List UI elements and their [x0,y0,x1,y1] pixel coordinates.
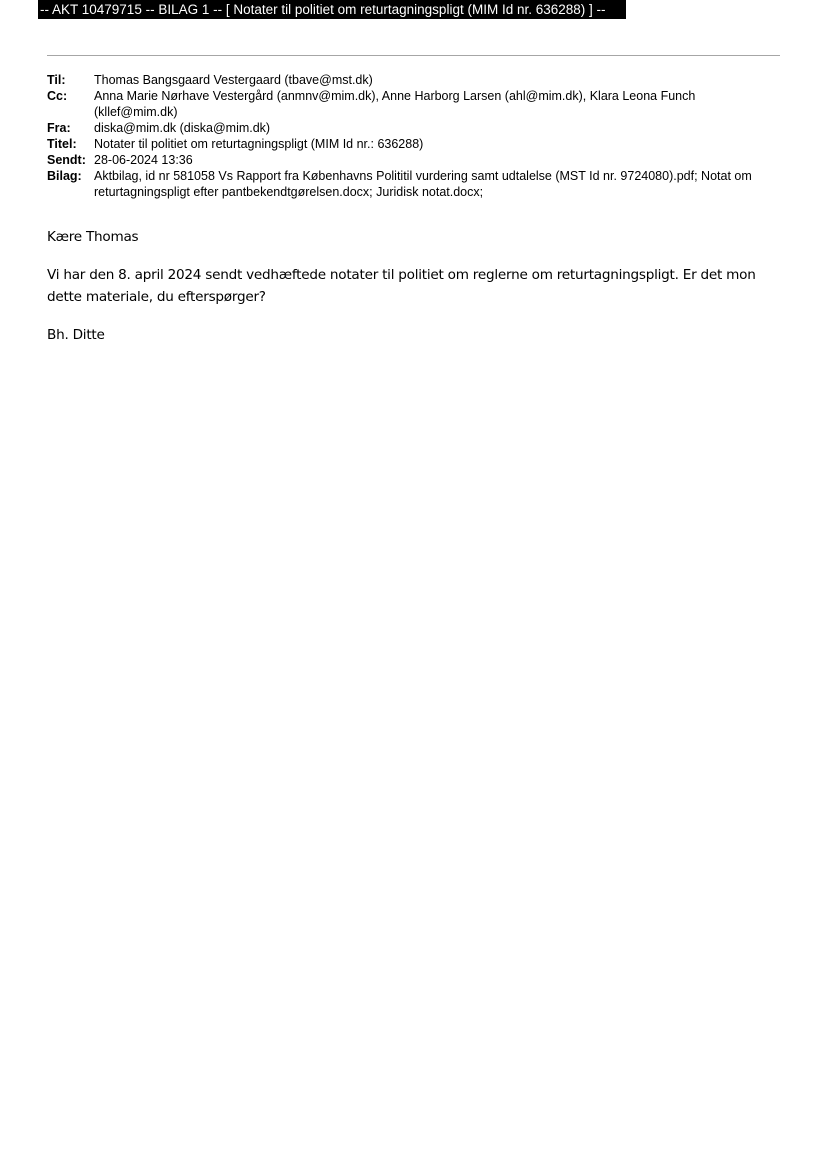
email-header [47,72,780,200]
header-value-sent: 28-06-2024 13:36 [94,153,193,167]
document-id-banner: -- AKT 10479715 -- BILAG 1 -- [ Notater til politiet om returtagningspligt (MIM Id nr. 636288) ] -- [38,0,626,19]
header-label-title: Titel: [47,137,77,151]
header-label-attachments: Bilag: [47,169,82,183]
header-value-cc: Anna Marie Nørhave Vestergård (anmnv@mim.dk), Anne Harborg Larsen (ahl@mim.dk), Klara Leona Funch (kllef@mim.dk) [94,89,696,119]
header-label-cc: Cc: [47,89,68,103]
header-value-attachments: Aktbilag, id nr 581058 Vs Rapport fra Københavns Polititil vurdering samt udtalelse (MST Id nr. 9724080).pdf; Notat om returtagningspligt efter pantbekendtgørelsen.docx; Juridisk notat.docx; [94,169,752,199]
email-body [47,226,787,346]
header-row-sent [47,152,780,168]
header-row-attachments [47,168,780,200]
header-value-to: Thomas Bangsgaard Vestergaard (tbave@mst.dk) [94,73,373,87]
header-divider [47,55,780,56]
header-label-from: Fra: [47,121,71,135]
header-row-cc [47,88,780,120]
header-row-title [47,136,780,152]
header-label-sent: Sendt: [47,153,86,167]
header-row-to [47,72,780,88]
email-signoff: Bh. Ditte [47,327,105,343]
header-value-title: Notater til politiet om returtagningspligt (MIM Id nr.: 636288) [94,137,424,151]
header-label-to: Til: [47,73,66,87]
email-greeting: Kære Thomas [47,229,139,245]
header-value-from: diska@mim.dk (diska@mim.dk) [94,121,271,135]
email-paragraph: Vi har den 8. april 2024 sendt vedhæftede notater til politiet om reglerne om returtagningspligt. Er det mon dette materiale, du efterspørger? [47,267,756,305]
header-row-from [47,120,780,136]
